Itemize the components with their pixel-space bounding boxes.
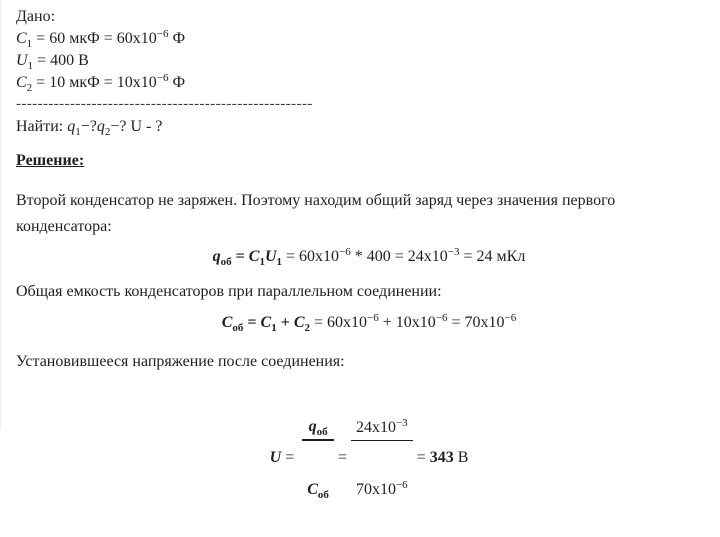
- fraction-charge-over-capacitance: [302, 379, 334, 537]
- voltage-lhs: U =: [269, 449, 299, 466]
- fraction-denominator-value: $70x10^{-6}$: [355, 478, 408, 498]
- given-line-u1: $U_1 = 400$ В: [16, 52, 89, 72]
- voltage-equals: =: [337, 449, 347, 466]
- given-section: [16, 6, 700, 94]
- formula-total-capacitance: $C_{об} = C_1 + C_2 = 60x10^{-6} + 10x10^{-6} = 70x10^{-6}$: [221, 312, 517, 334]
- given-line-c1: $C_1 = 60$ мкФ = $60x10^{-6}$ Ф: [16, 28, 186, 50]
- find-line: Найти: $q_1-?q_2-$? U - ?: [16, 118, 163, 138]
- fraction-numeric-values: [351, 380, 413, 537]
- formula-voltage: [16, 379, 700, 537]
- given-line-c2: $C_2 = 10$ мкФ = $10x10^{-6}$ Ф: [16, 72, 186, 94]
- fraction-numerator-q: $q_{об}$: [302, 415, 334, 441]
- dashed-separator: -------------------------------------------------------: [16, 97, 313, 111]
- paragraph-total-charge: Второй конденсатор не заряжен. Поэтому находим общий заряд через значения первого конденсатора:: [16, 192, 616, 235]
- voltage-result: = 343 В: [416, 449, 469, 466]
- paragraph-total-capacitance: Общая емкость конденсаторов при параллельном соединении:: [16, 283, 442, 300]
- solution-heading: Решение:: [16, 152, 85, 169]
- fraction-numerator-value: $24x10^{-3}$: [351, 416, 413, 441]
- fraction-denominator-c: $C_{об}$: [307, 481, 329, 501]
- formula-total-charge: $q_{об} = C_1U_1 = 60x10^{-6} * 400 = 24x10^{-3} = 24$ мКл: [212, 246, 526, 268]
- paragraph-steady-voltage: Установившееся напряжение после соединения:: [16, 353, 345, 370]
- given-label: Дано:: [16, 8, 56, 25]
